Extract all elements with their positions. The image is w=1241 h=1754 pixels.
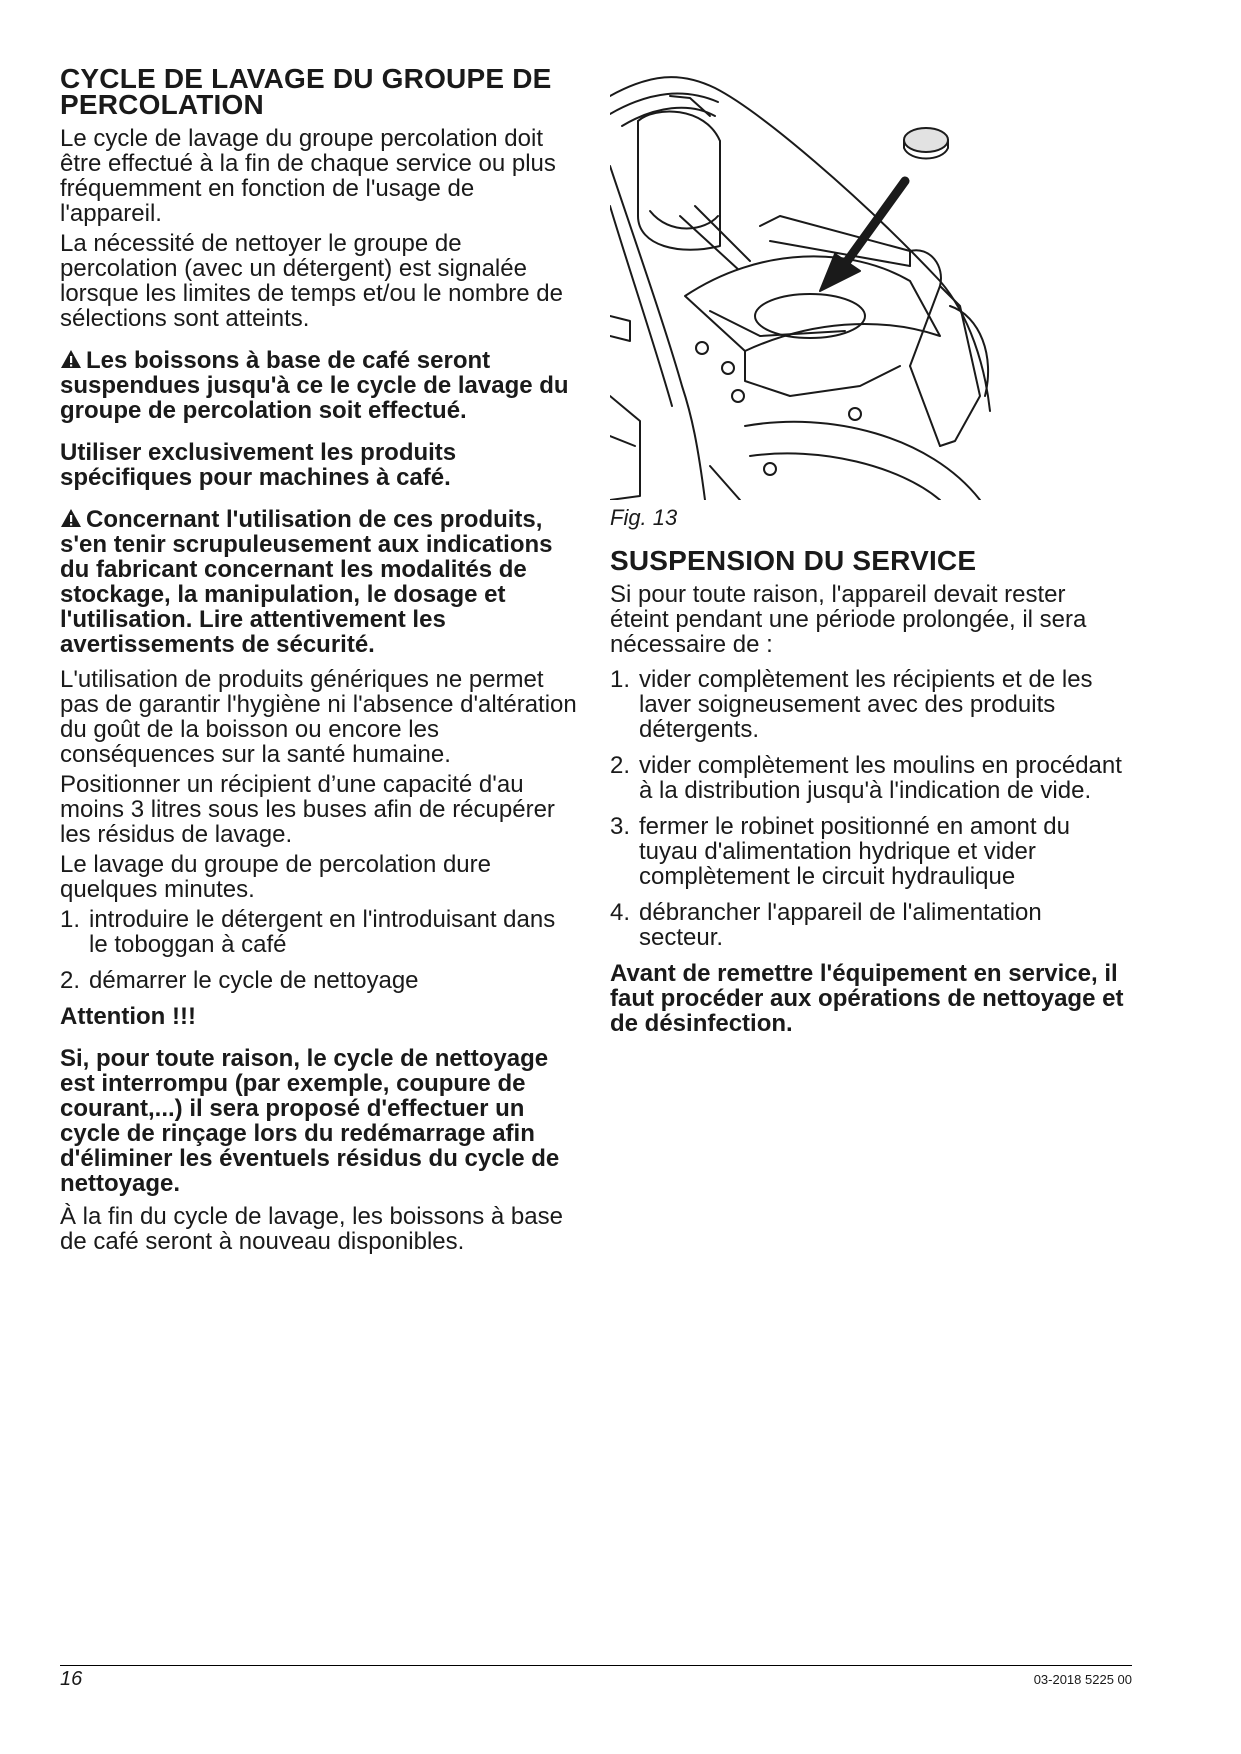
list-text: fermer le robinet positionné en amont du tuyau d'alimentation hydrique et vider complètement le circuit hydraulique <box>639 813 1070 890</box>
list-item <box>610 753 1130 803</box>
list-item <box>610 814 1130 889</box>
list-item <box>60 907 580 957</box>
document-code: 03-2018 5225 00 <box>1033 1672 1132 1687</box>
list-item <box>610 900 1130 950</box>
list-number: 4. <box>610 899 631 926</box>
bold-note: Avant de remettre l'équipement en service, il faut procéder aux opérations de nettoyage et de désinfection. <box>610 960 1124 1037</box>
cleaning-steps-list <box>60 907 580 993</box>
footer-divider <box>60 1665 1132 1666</box>
attention-label: Attention !!! <box>60 1003 196 1030</box>
warning-note <box>60 507 580 657</box>
list-text: débrancher l'appareil de l'alimentation secteur. <box>639 899 1042 951</box>
list-number: 1. <box>610 666 631 693</box>
paragraph: Si pour toute raison, l'appareil devait rester éteint pendant une période prolongée, il sera nécessaire de : <box>610 581 1087 658</box>
list-text: vider complètement les récipients et de les laver soigneusement avec des produits détergents. <box>639 666 1093 743</box>
suspension-steps-list <box>610 667 1130 950</box>
paragraph: Le lavage du groupe de percolation dure quelques minutes. <box>60 851 491 903</box>
list-number: 1. <box>60 906 81 933</box>
paragraph: À la fin du cycle de lavage, les boissons à base de café seront à nouveau disponibles. <box>60 1203 563 1255</box>
list-item <box>60 968 580 993</box>
list-text: vider complètement les moulins en procédant à la distribution jusqu'à l'indication de vide. <box>639 752 1122 804</box>
paragraph: Le cycle de lavage du groupe percolation doit être effectué à la fin de chaque service ou plus fréquemment en fonction de l'usage de l'appareil. <box>60 125 556 227</box>
warning-icon <box>60 349 82 369</box>
warning-note <box>60 348 580 423</box>
bold-note: Si, pour toute raison, le cycle de nettoyage est interrompu (par exemple, coupure de courant,...) il sera proposé d'effectuer un cycle de rinçage lors du redémarrage afin d'éliminer les éventuels résidus du cycle de nettoyage. <box>60 1045 560 1197</box>
warning-text: Les boissons à base de café seront suspendues jusqu'à ce le cycle de lavage du groupe de percolation soit effectué. <box>60 347 569 424</box>
right-column <box>610 66 1130 1041</box>
figure-caption: Fig. 13 <box>610 505 678 530</box>
left-column <box>60 63 580 1259</box>
warning-icon <box>60 508 82 528</box>
paragraph: La nécessité de nettoyer le groupe de percolation (avec un détergent) est signalée lorsque les limites de temps et/ou le nombre de sélections sont atteints. <box>60 230 563 332</box>
list-number: 2. <box>610 752 631 779</box>
paragraph: Positionner un récipient d’une capacité d'au moins 3 litres sous les buses afin de récupérer les résidus de lavage. <box>60 771 555 848</box>
bold-note: Utiliser exclusivement les produits spécifiques pour machines à café. <box>60 439 457 491</box>
list-text: introduire le détergent en l'introduisant dans le toboggan à café <box>89 906 556 958</box>
paragraph: L'utilisation de produits génériques ne permet pas de garantir l'hygiène ni l'absence d'altération du goût de la boisson ou encore les conséquences sur la santé humaine. <box>60 666 577 768</box>
section-title-suspension: SUSPENSION DU SERVICE <box>610 545 977 576</box>
list-text: démarrer le cycle de nettoyage <box>89 967 419 994</box>
warning-text: Concernant l'utilisation de ces produits, s'en tenir scrupuleusement aux indications du fabricant concernant les modalités de stockage, la manipulation, le dosage et l'utilisation. Lire attentivement les avertissements de sécurité. <box>60 506 553 658</box>
figure-13-illustration <box>610 66 1026 500</box>
list-number: 2. <box>60 967 81 994</box>
list-number: 3. <box>610 813 631 840</box>
page-number: 16 <box>60 1668 83 1690</box>
list-item <box>610 667 1130 742</box>
section-title-cleaning: CYCLE DE LAVAGE DU GROUPE DE PERCOLATION <box>60 63 552 120</box>
